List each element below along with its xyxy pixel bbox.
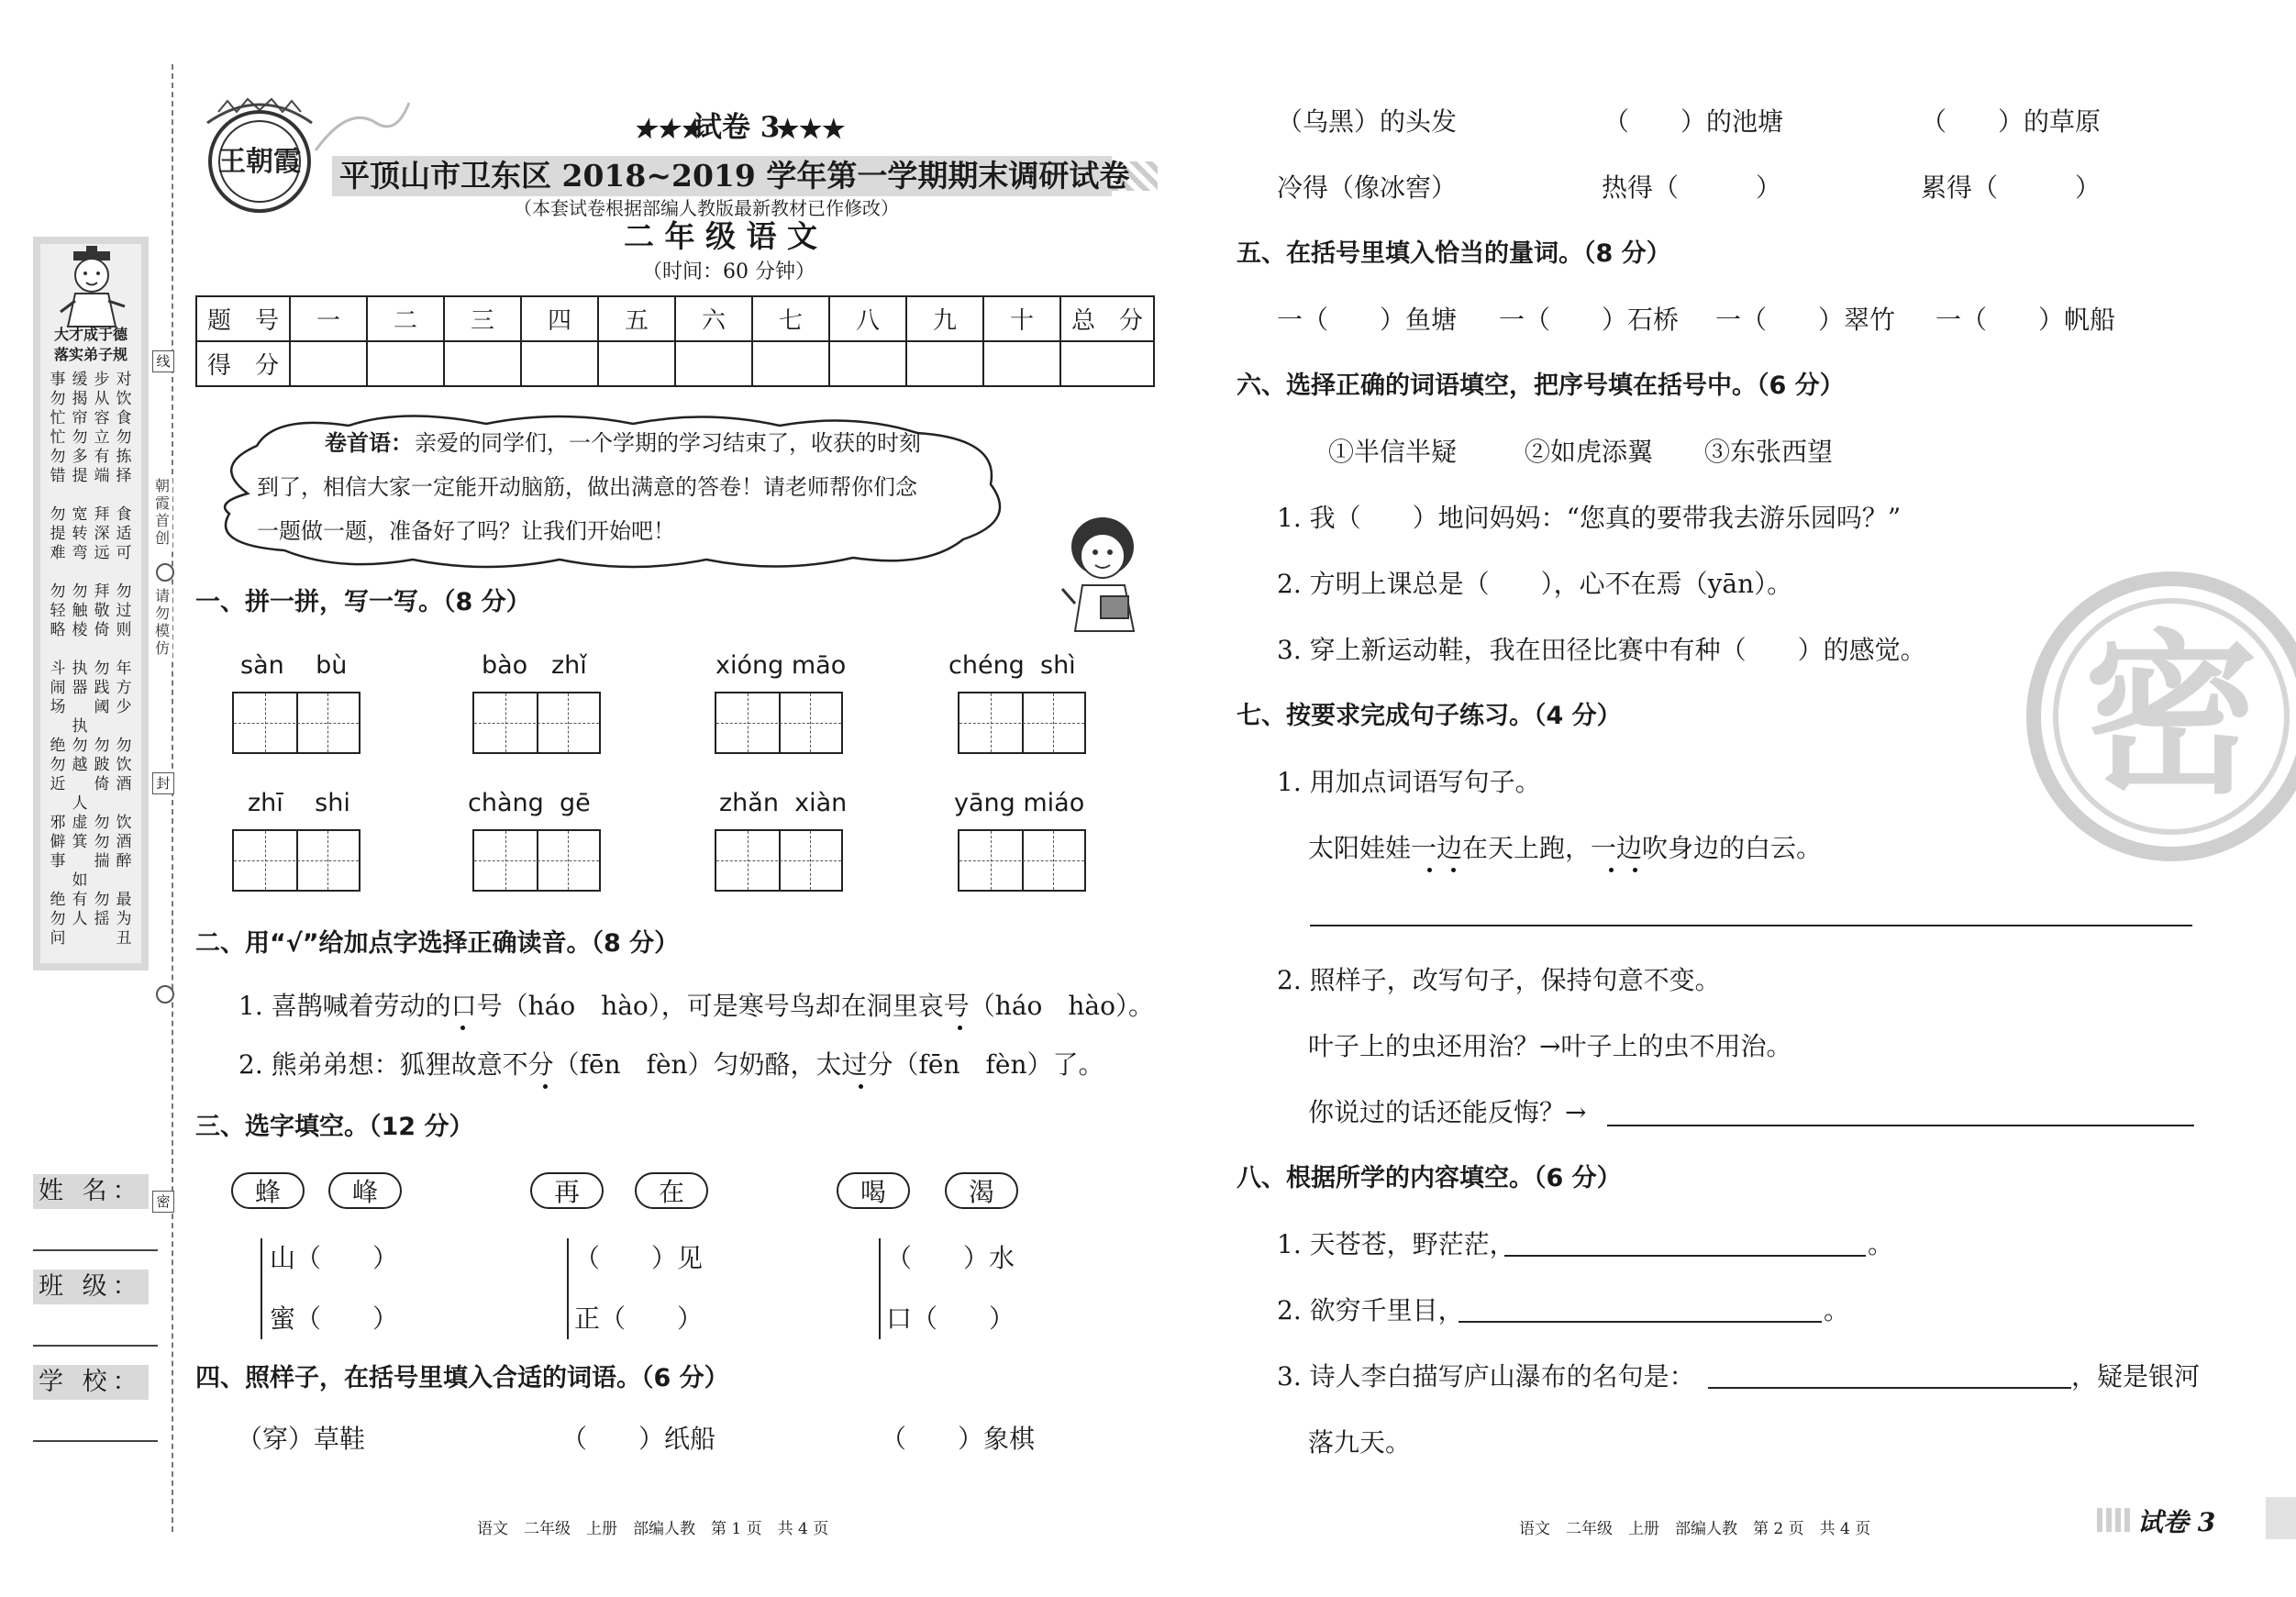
score-table-header-row — [196, 296, 1154, 341]
score-cell[interactable] — [598, 341, 675, 386]
confidential-seal — [2020, 565, 2296, 868]
writing-grid[interactable] — [232, 829, 360, 892]
q4-item[interactable]: （ ）象棋 — [881, 1424, 1036, 1454]
q8-line-2a: 2. 欲穷千里目， — [1277, 1295, 1464, 1325]
emphasis-dot — [1633, 868, 1637, 872]
binding-mark-xian: 线 — [152, 350, 174, 372]
fill-blank[interactable]: 山（ ） — [270, 1243, 399, 1273]
q3-heading: 三、选字填空。（12 分） — [195, 1113, 474, 1141]
exam-subtitle: （本套试卷根据部编人教版最新教材已作修改） — [514, 197, 899, 219]
char-choice: 在 — [635, 1172, 708, 1209]
time-limit: （时间：60 分钟） — [642, 261, 815, 283]
binding-hole-icon — [156, 563, 174, 582]
q6-line-3[interactable]: 3. 穿上新运动鞋，我在田径比赛中有种（ ）的感觉。 — [1277, 635, 1926, 665]
q2-line-1: 1. 喜鹊喊着劳动的口号（háo hào），可是寒号鸟却在洞里哀号（háo hào）。 — [238, 991, 1154, 1021]
table-cell: 七 — [752, 296, 829, 341]
q4-item[interactable]: （穿）草鞋 — [237, 1424, 366, 1454]
writing-grid[interactable] — [472, 692, 601, 754]
q7-task-2: 你说过的话还能反悔？→ — [1308, 1097, 1587, 1127]
fill-blank[interactable]: 口（ ） — [886, 1303, 1015, 1334]
table-cell: 总 分 — [1060, 296, 1154, 341]
sidebar-rules — [40, 371, 141, 958]
q8-line-3c: 落九天。 — [1308, 1427, 1412, 1458]
table-cell: 四 — [521, 296, 598, 341]
char-choice: 再 — [530, 1172, 604, 1209]
score-cell[interactable] — [1060, 341, 1154, 386]
score-table — [195, 295, 1155, 387]
q6-heading: 六、选择正确的词语填空，把序号填在括号中。（6 分） — [1237, 372, 1845, 400]
score-cell[interactable] — [675, 341, 752, 386]
q4-item[interactable]: （ ）的池塘 — [1603, 106, 1784, 137]
char-choice: 峰 — [328, 1172, 402, 1209]
emphasis-dot — [1609, 868, 1614, 872]
bracket-bar — [567, 1238, 569, 1339]
table-cell: 八 — [829, 296, 906, 341]
q6-line-2[interactable]: 2. 方明上课总是（ ），心不在焉（yān）。 — [1277, 569, 1793, 599]
q4-item[interactable]: 热得（ ） — [1602, 172, 1782, 203]
table-cell: 三 — [444, 296, 521, 341]
q7-sub-2: 2. 照样子，改写句子，保持句意不变。 — [1277, 965, 1721, 995]
intro-label: 卷首语： — [325, 429, 413, 456]
fill-blank[interactable]: （ ）水 — [886, 1243, 1015, 1273]
intro-line-3: 一题做一题，准备好了吗？让我们开始吧！ — [257, 518, 675, 544]
q8-line-2b: 。 — [1824, 1295, 1850, 1325]
rules-col: 对饮食 勿拣择 食适可 勿过则 年方少 勿饮酒 饮酒醉 最为丑 — [116, 371, 132, 948]
char-choice: 喝 — [837, 1172, 910, 1209]
q8-line-1a: 1. 天苍苍，野茫茫， — [1277, 1229, 1515, 1259]
score-cell[interactable] — [906, 341, 983, 386]
q5-item[interactable]: 一（ ）石桥 — [1499, 305, 1680, 335]
writing-grid[interactable] — [232, 692, 360, 754]
publisher-logo — [191, 95, 328, 224]
q4-item[interactable]: （ ）纸船 — [561, 1424, 716, 1454]
score-cell[interactable] — [367, 341, 444, 386]
binding-hole-icon — [156, 985, 174, 1004]
q5-item[interactable]: 一（ ）帆船 — [1936, 305, 2116, 335]
score-cell[interactable] — [829, 341, 906, 386]
girl-cartoon-icon — [1055, 516, 1158, 633]
answer-line[interactable] — [1607, 1125, 2194, 1126]
q4-heading: 四、照样子，在括号里填入合适的词语。（6 分） — [195, 1364, 729, 1392]
seal-character: 密 — [2083, 615, 2259, 817]
rules-col: 事勿忙 忙勿错 勿提难 勿轻略 斗闹场 绝勿近 邪僻事 绝勿问 — [50, 371, 66, 948]
course-title: 二 年 级 语 文 — [624, 218, 817, 254]
pinyin-label: zhī shi — [248, 789, 350, 817]
pinyin-label: sàn bù — [240, 651, 348, 680]
corner-pattern — [2097, 1508, 2130, 1532]
char-choice: 渴 — [945, 1172, 1018, 1209]
fill-blank[interactable]: 正（ ） — [574, 1303, 704, 1334]
fill-blank[interactable]: 蜜（ ） — [270, 1303, 399, 1334]
q5-item[interactable]: 一（ ）鱼塘 — [1277, 305, 1458, 335]
bracket-bar — [879, 1238, 881, 1339]
writing-grid[interactable] — [715, 829, 843, 892]
class-field[interactable] — [33, 1345, 158, 1347]
pinyin-label: xióng māo — [715, 651, 847, 680]
q8-line-3a: 3. 诗人李白描写庐山瀑布的名句是： — [1277, 1361, 1695, 1392]
fill-blank[interactable]: （ ）见 — [574, 1243, 704, 1273]
rules-col: 缓揭帘 勿多提 宽转弯 勿触棱 执器 执勿越 人虚箕 如有人 — [72, 371, 88, 928]
emphasis-dot — [543, 1084, 548, 1089]
q6-option: ②如虎添翼 — [1525, 437, 1654, 467]
score-cell[interactable] — [290, 341, 367, 386]
binding-label-1: 朝霞首创 — [152, 477, 172, 550]
emphasis-dot — [1451, 868, 1456, 872]
table-cell: 题 号 — [196, 296, 290, 341]
rules-col: 步从容 立有端 拜深远 拜敬倚 勿践阈 勿跛倚 勿勿揣 勿揺 — [94, 371, 110, 928]
q4-item[interactable]: 累得（ ） — [1921, 172, 2102, 203]
answer-line[interactable] — [1310, 925, 2192, 926]
corner-band — [2266, 1497, 2296, 1539]
score-cell[interactable] — [521, 341, 598, 386]
writing-grid[interactable] — [958, 692, 1086, 754]
q7-example-1: 太阳娃娃一边在天上跑，一边吹身边的白云。 — [1308, 833, 1823, 863]
score-cell[interactable] — [444, 341, 521, 386]
pinyin-label: zhǎn xiàn — [719, 789, 848, 817]
q4-item[interactable]: （ ）的草原 — [1921, 106, 2102, 137]
binding-line — [172, 64, 173, 1532]
q2-heading: 二、用“√”给加点字选择正确读音。（8 分） — [195, 929, 680, 958]
binding-mark-feng: 封 — [152, 772, 174, 794]
emphasis-dot — [1427, 868, 1432, 872]
q5-heading: 五、在括号里填入恰当的量词。（8 分） — [1237, 239, 1671, 268]
logo-text: 王朝霞 — [218, 146, 301, 178]
score-cell[interactable] — [752, 341, 829, 386]
pinyin-label: yāng miáo — [954, 789, 1085, 817]
sidebar-motto-1: 大才成于德 — [53, 326, 128, 343]
q4-item[interactable]: （乌黑）的头发 — [1277, 106, 1458, 137]
q8-line-3b: ，疑是银河 — [2071, 1361, 2201, 1392]
table-cell: 得 分 — [196, 341, 290, 386]
writing-grid[interactable] — [715, 692, 843, 754]
intro-line-2: 到了，相信大家一定能开动脑筋，做出满意的答卷！请老师帮你们念 — [257, 474, 917, 500]
exam-title: 平顶山市卫东区 2018~2019 学年第一学期期末调研试卷 — [339, 158, 1130, 194]
q6-line-1[interactable]: 1. 我（ ）地问妈妈：“您真的要带我去游乐园吗？” — [1277, 503, 1902, 533]
answer-line[interactable] — [1708, 1387, 2071, 1389]
intro-line-1: 亲爱的同学们，一个学期的学习结束了，收获的时刻 — [415, 430, 921, 456]
writing-grid[interactable] — [958, 829, 1086, 892]
q5-item[interactable]: 一（ ）翠竹 — [1715, 305, 1896, 335]
binding-label-2: 请勿模仿 — [152, 587, 172, 660]
writing-grid[interactable] — [472, 829, 601, 892]
sidebar-motto-2: 落实弟子规 — [53, 346, 128, 363]
pinyin-label: bào zhǐ — [482, 651, 587, 680]
name-label: 姓 名： — [33, 1174, 149, 1209]
q8-heading: 八、根据所学的内容填空。（6 分） — [1237, 1164, 1622, 1192]
stars-left-icon: ★★★ — [633, 114, 703, 144]
emphasis-dot — [859, 1084, 863, 1089]
paper-number-footer: 试卷 3 — [2137, 1507, 2216, 1537]
school-field[interactable] — [33, 1440, 158, 1442]
binding-mark-mi: 密 — [152, 1191, 174, 1213]
table-cell: 二 — [367, 296, 444, 341]
scholar-figure-icon — [48, 246, 136, 328]
q8-line-1b: 。 — [1868, 1229, 1894, 1259]
table-cell: 十 — [983, 296, 1060, 341]
footer-left: 语文 二年级 上册 部编人教 第 1 页 共 4 页 — [477, 1520, 829, 1538]
q7-sub-1: 1. 用加点词语写句子。 — [1277, 767, 1541, 797]
emphasis-dot — [958, 1026, 962, 1030]
q7-heading: 七、按要求完成句子练习。（4 分） — [1237, 702, 1622, 730]
q1-heading: 一、拼一拼，写一写。（8 分） — [195, 588, 531, 616]
answer-line[interactable] — [1504, 1255, 1866, 1257]
q6-option: ①半信半疑 — [1328, 437, 1458, 467]
q6-option: ③东张西望 — [1704, 437, 1834, 467]
q7-example-2: 叶子上的虫还用治？→叶子上的虫不用治。 — [1308, 1031, 1792, 1061]
table-cell: 六 — [675, 296, 752, 341]
name-field[interactable] — [33, 1249, 158, 1251]
table-cell: 一 — [290, 296, 367, 341]
pinyin-label: chàng gē — [468, 789, 591, 817]
char-choice: 蜂 — [231, 1172, 305, 1209]
paper-number: 试卷 3 — [693, 111, 781, 144]
class-label: 班 级： — [33, 1270, 149, 1304]
stars-right-icon: ★★★ — [776, 114, 846, 144]
score-table-score-row — [196, 341, 1154, 386]
bracket-bar — [261, 1238, 262, 1339]
q4-item[interactable]: 冷得（像冰窖） — [1277, 172, 1458, 203]
school-label: 学 校： — [33, 1365, 149, 1400]
table-cell: 五 — [598, 296, 675, 341]
pinyin-label: chéng shì — [948, 651, 1076, 680]
table-cell: 九 — [906, 296, 983, 341]
q2-line-2: 2. 熊弟弟想：狐狸故意不分（fēn fèn）匀奶酪，太过分（fēn fèn）了。 — [238, 1049, 1104, 1080]
score-cell[interactable] — [983, 341, 1060, 386]
ribbon-decoration-icon — [312, 95, 413, 160]
emphasis-dot — [460, 1026, 465, 1030]
answer-line[interactable] — [1459, 1321, 1822, 1323]
footer-right: 语文 二年级 上册 部编人教 第 2 页 共 4 页 — [1519, 1520, 1871, 1538]
